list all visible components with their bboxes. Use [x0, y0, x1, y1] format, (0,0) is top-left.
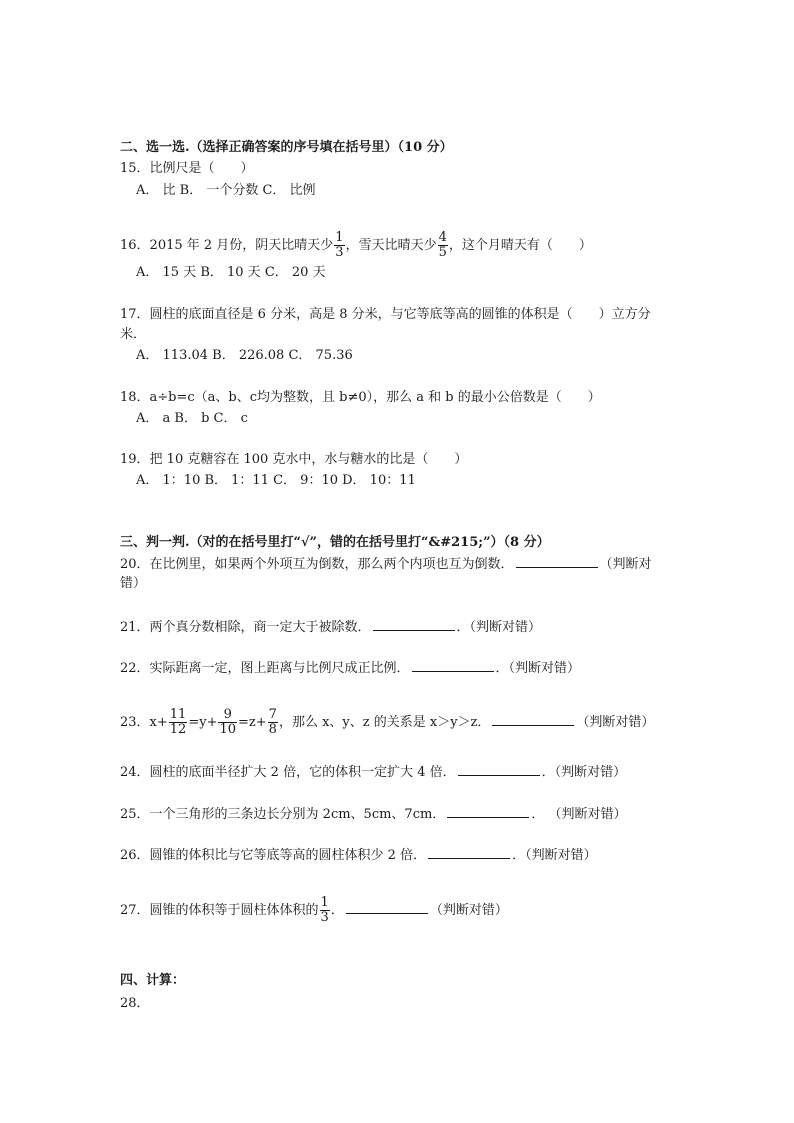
answer-blank[interactable] — [373, 618, 455, 631]
question-16-text-c: ，这个月晴天有（ ） — [448, 238, 592, 253]
question-27-tail: （判断对错） — [429, 903, 508, 918]
question-17-continued: 米． — [120, 327, 147, 342]
fraction-denominator: 12 — [169, 722, 187, 737]
question-27-text: 27．圆锥的体积等于圆柱体体积的 — [120, 903, 319, 918]
question-18-options: A． a B． b C． c — [136, 411, 248, 426]
fraction-denominator: 8 — [268, 722, 277, 737]
question-19-options: A． 1：10 B． 1：11 C． 9：10 D． 10：11 — [136, 473, 416, 488]
question-24-text: 24．圆柱的底面半径扩大 2 倍，它的体积一定扩大 4 倍． — [120, 765, 456, 780]
question-26 — [120, 846, 597, 865]
answer-blank[interactable] — [447, 805, 529, 818]
question-17: 17．圆柱的底面直径是 6 分米，高是 8 分米，与它等底等高的圆锥的体积是（ ）立方分 — [120, 307, 651, 322]
question-23-text-a: 23．x+ — [120, 715, 168, 730]
question-16-text-b: ，雪天比晴天少 — [345, 238, 437, 253]
fraction-denominator: 5 — [438, 245, 447, 260]
answer-blank[interactable] — [346, 901, 428, 914]
question-26-text: 26．圆锥的体积比与它等底等高的圆柱体积少 2 倍． — [120, 848, 427, 863]
answer-blank[interactable] — [492, 713, 574, 726]
section-4-heading: 四、计算： — [120, 973, 186, 988]
question-24 — [120, 763, 626, 782]
question-17-options: A． 113.04 B． 226.08 C． 75.36 — [136, 348, 353, 363]
fraction-numerator: 4 — [438, 230, 447, 245]
fraction-numerator: 11 — [169, 707, 187, 722]
fraction-numerator: 9 — [218, 708, 237, 723]
question-20-text: 20．在比例里，如果两个外项互为倒数，那么两个内项也互为倒数． — [120, 557, 514, 572]
fraction-numerator: 7 — [268, 707, 277, 722]
question-20-continued: 错） — [120, 576, 147, 591]
question-15: 15．比例尺是（ ） — [120, 161, 254, 176]
fraction — [169, 708, 188, 737]
question-23-text-d: ，那么 x、y、z 的关系是 x＞y＞z． — [278, 715, 491, 730]
question-26-tail: ．（判断对错） — [512, 848, 597, 863]
fraction — [268, 708, 278, 737]
question-16 — [120, 231, 592, 260]
question-24-tail: ．（判断对错） — [541, 765, 627, 780]
question-18: 18．a÷b=c（a、b、c均为整数，且 b≠0），那么 a 和 b 的最小公倍数是（ ） — [120, 390, 601, 405]
question-25 — [120, 805, 626, 824]
question-21-tail: ．（判断对错） — [456, 620, 542, 635]
question-28: 28． — [120, 996, 150, 1011]
fraction-denominator: 3 — [320, 910, 329, 925]
question-20 — [120, 555, 652, 574]
fraction-numerator: 1 — [335, 230, 344, 245]
question-22 — [120, 659, 580, 678]
fraction — [334, 231, 344, 260]
question-27-text-b: ． — [330, 903, 344, 918]
question-21 — [120, 618, 541, 637]
answer-blank[interactable] — [516, 555, 598, 568]
question-27 — [120, 896, 508, 925]
fraction — [438, 231, 448, 260]
question-19: 19．把 10 克糖容在 100 克水中，水与糖水的比是（ ） — [120, 452, 468, 467]
answer-blank[interactable] — [458, 763, 540, 776]
answer-blank[interactable] — [412, 659, 494, 672]
question-16-text-a: 16．2015 年 2 月份，阴天比晴天少 — [120, 238, 334, 253]
fraction — [320, 896, 330, 925]
fraction — [218, 708, 237, 737]
question-20-tail: （判断对 — [599, 557, 652, 572]
section-3-heading: 三、判一判.（对的在括号里打“√”，错的在括号里打“&#215;”）（8 分） — [120, 535, 550, 550]
question-16-options: A． 15 天 B． 10 天 C． 20 天 — [136, 265, 326, 280]
question-23-text-c: =z+ — [238, 715, 267, 730]
answer-blank[interactable] — [428, 846, 510, 859]
question-15-options: A． 比 B． 一个分数 C． 比例 — [136, 183, 316, 198]
question-22-tail: ．（判断对错） — [495, 661, 581, 676]
question-23 — [120, 708, 654, 737]
question-22-text: 22．实际距离一定，图上距离与比例尺成正比例． — [120, 661, 410, 676]
question-23-tail: （判断对错） — [576, 715, 655, 730]
question-23-text-b: =y+ — [188, 715, 218, 730]
question-25-tail: ． （判断对错） — [531, 807, 627, 822]
fraction-numerator: 1 — [320, 895, 329, 910]
fraction-denominator: 3 — [335, 245, 344, 260]
question-21-text: 21．两个真分数相除，商一定大于被除数． — [120, 620, 371, 635]
question-25-text: 25．一个三角形的三条边长分别为 2cm、5cm、7cm． — [120, 807, 446, 822]
section-2-heading: 二、选一选.（选择正确答案的序号填在括号里）（10 分） — [120, 140, 453, 155]
fraction-denominator: 10 — [219, 722, 237, 737]
